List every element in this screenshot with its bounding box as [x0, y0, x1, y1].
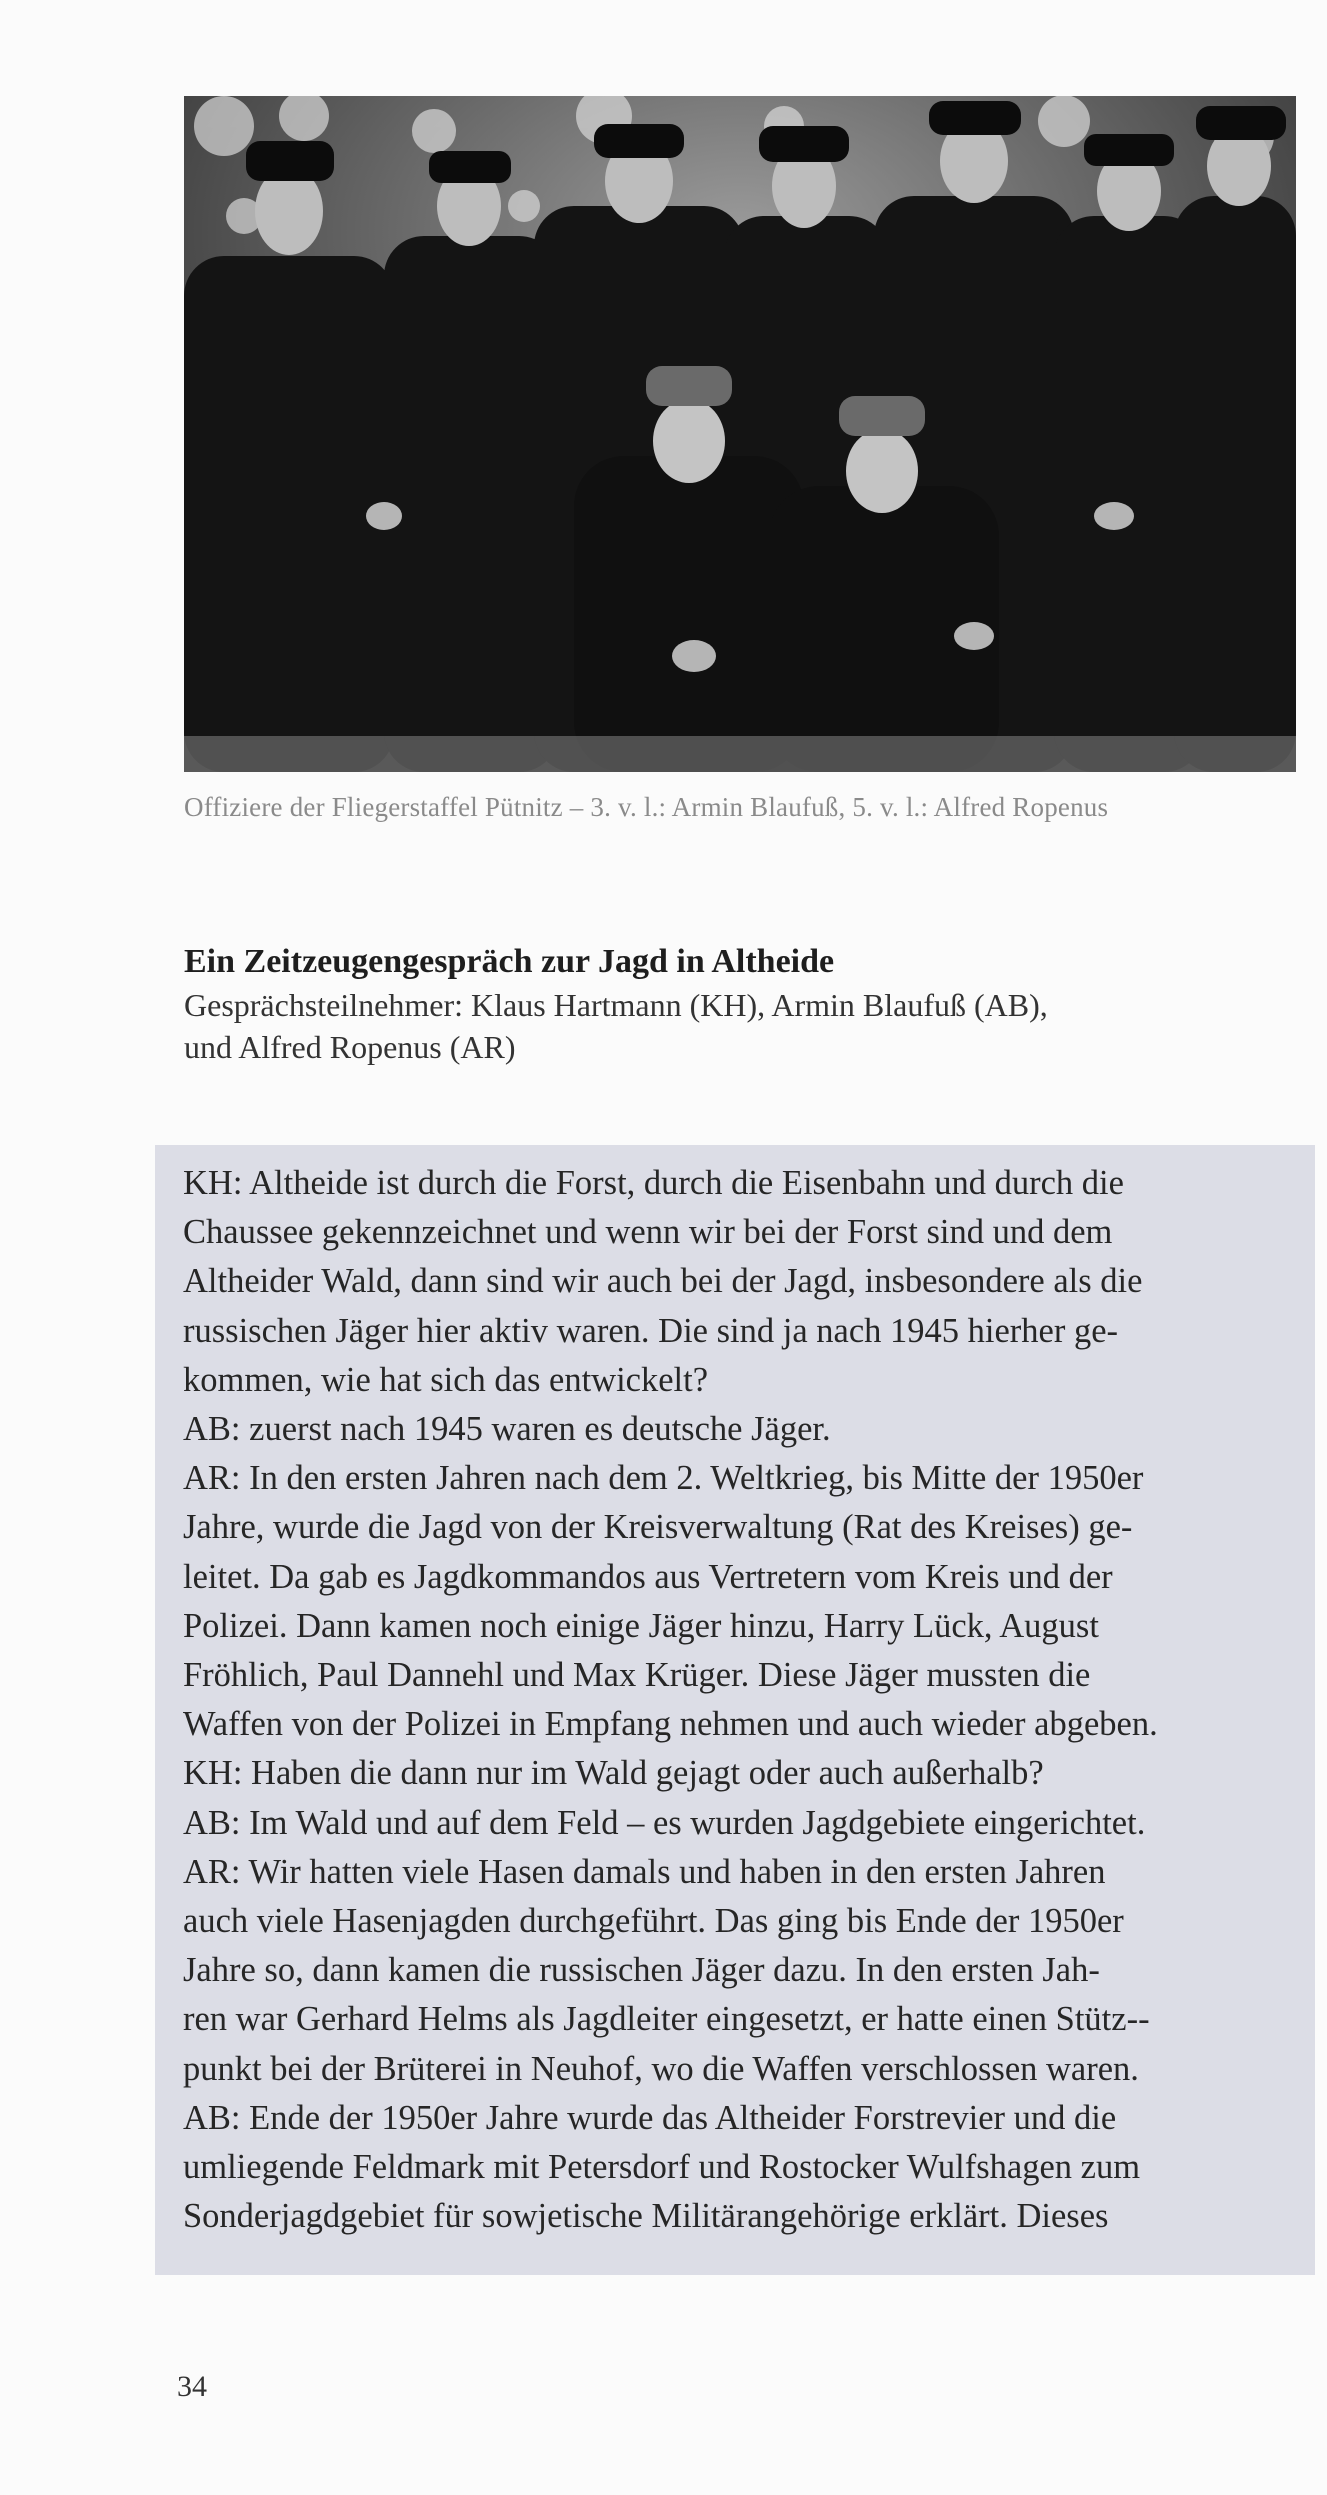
interview-line: ren war Gerhard Helms als Jagdleiter eingesetzt, er hatte einen Stütz--	[183, 2000, 1150, 2039]
interview-line: umliegende Feldmark mit Petersdorf und Rostocker Wulfshagen zum	[183, 2148, 1141, 2187]
interview-line: AR: In den ersten Jahren nach dem 2. Weltkrieg, bis Mitte der 1950er	[183, 1459, 1144, 1498]
article-heading	[184, 940, 1284, 1068]
interview-line: punkt bei der Brüterei in Neuhof, wo die Waffen verschlossen waren.	[183, 2049, 1139, 2088]
interview-box	[155, 1145, 1315, 2275]
interview-line: auch viele Hasenjagden durchgeführt. Das ging bis Ende der 1950er	[183, 1902, 1124, 1941]
interview-text	[183, 1159, 1295, 2241]
interview-line: AB: Ende der 1950er Jahre wurde das Altheider Forstrevier und die	[183, 2098, 1117, 2137]
article-title: Ein Zeitzeugengespräch zur Jagd in Altheide	[184, 943, 835, 980]
page-number: 34	[177, 2370, 207, 2403]
interview-line: Polizei. Dann kamen noch einige Jäger hinzu, Harry Lück, August	[183, 1606, 1099, 1645]
interview-line: Jahre so, dann kamen die russischen Jäger dazu. In den ersten Jah-	[183, 1951, 1100, 1990]
interview-line: KH: Altheide ist durch die Forst, durch die Eisenbahn und durch die	[183, 1164, 1124, 1202]
group-photo-illustration	[184, 96, 1296, 772]
interview-line: AB: zuerst nach 1945 waren es deutsche Jäger.	[183, 1410, 831, 1449]
interview-line: Waffen von der Polizei in Empfang nehmen und auch wieder abgeben.	[183, 1705, 1158, 1744]
interview-line: Fröhlich, Paul Dannehl und Max Krüger. Diese Jäger mussten die	[183, 1656, 1091, 1695]
interview-line: leitet. Da gab es Jagdkommandos aus Vertretern vom Kreis und der	[183, 1557, 1113, 1596]
photo-caption: Offiziere der Fliegerstaffel Pütnitz – 3. v. l.: Armin Blaufuß, 5. v. l.: Alfred Ropenus	[184, 792, 1109, 822]
participants-line-1: Gesprächsteilnehmer: Klaus Hartmann (KH), Armin Blaufuß (AB),	[184, 987, 1048, 1023]
interview-line: kommen, wie hat sich das entwickelt?	[183, 1360, 709, 1399]
participants-line-2: und Alfred Ropenus (AR)	[184, 1029, 516, 1065]
interview-line: AR: Wir hatten viele Hasen damals und haben in den ersten Jahren	[183, 1852, 1106, 1891]
interview-line: KH: Haben die dann nur im Wald gejagt oder auch außerhalb?	[183, 1754, 1044, 1793]
interview-line: russischen Jäger hier aktiv waren. Die sind ja nach 1945 hierher ge-	[183, 1311, 1119, 1350]
interview-line: AB: Im Wald und auf dem Feld – es wurden Jagdgebiete eingerichtet.	[183, 1803, 1146, 1842]
interview-line: Sonderjagdgebiet für sowjetische Militärangehörige erklärt. Dieses	[183, 2197, 1109, 2236]
group-photo	[184, 96, 1296, 772]
interview-line: Altheider Wald, dann sind wir auch bei der Jagd, insbesondere als die	[183, 1262, 1143, 1301]
interview-line: Jahre, wurde die Jagd von der Kreisverwaltung (Rat des Kreises) ge-	[183, 1508, 1133, 1547]
interview-line: Chaussee gekennzeichnet und wenn wir bei der Forst sind und dem	[183, 1213, 1113, 1252]
